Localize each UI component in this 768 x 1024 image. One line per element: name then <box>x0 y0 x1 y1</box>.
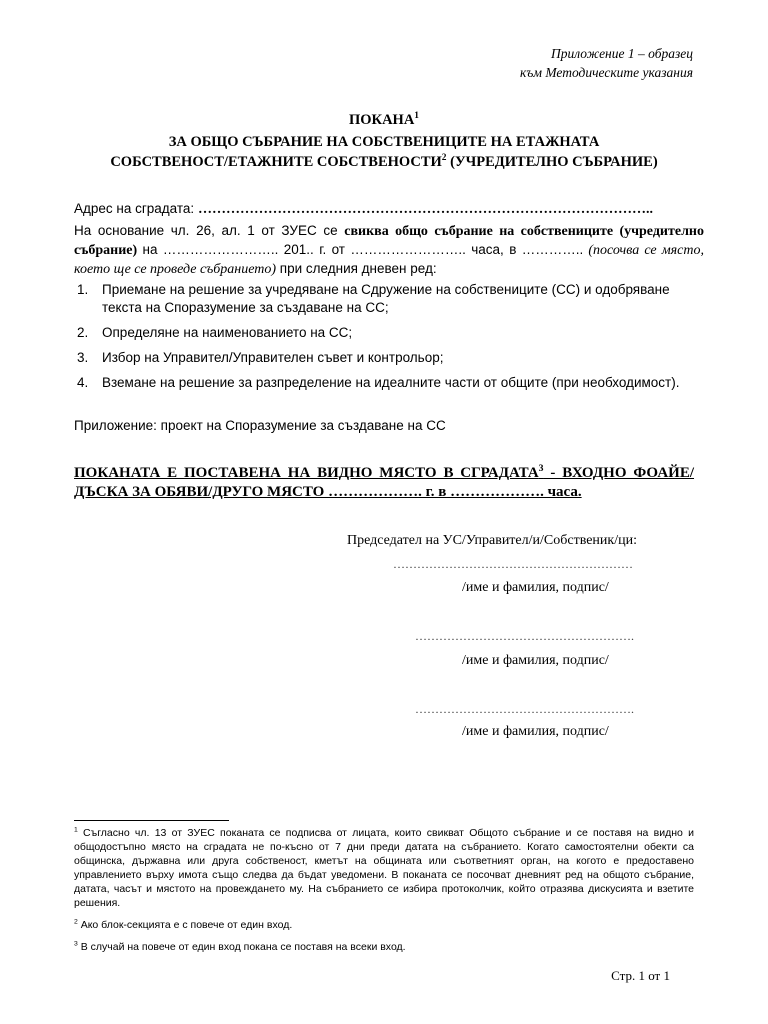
appendix-caption <box>520 44 693 82</box>
footnote-3: $^3$ В случай на повече от един вход покана се поставя на всеки вход. <box>74 940 406 953</box>
signatory-title: Председател на УС/Управител/и/Собственик/ци: <box>347 533 637 548</box>
signature-caption-3: /име и фамилия, подпис/ <box>462 724 609 739</box>
invitation-paragraph: На основание чл. 26, ал. 1 от ЗУЕС се свиква общо събрание на собствениците (учредително събрание) на …………………….. 201.. г. от …………………….. часа, в ………….. (посочва се място, което ще се проведе събранието) при следния дневен ред: <box>74 223 704 277</box>
subtitle-line-1: ЗА ОБЩО СЪБРАНИЕ НА СОБСТВЕНИЦИТЕ НА ЕТАЖНАТА <box>168 134 600 150</box>
signature-line-2: ………………………………………………. <box>415 629 634 643</box>
notice-footnote-ref: 3 <box>538 463 544 474</box>
agenda-item: 4. Вземане на решение за разпределение на идеалните части от общите (при необходимост). <box>77 375 680 390</box>
footnote-separator <box>74 820 229 821</box>
attachment-note: Приложение: проект на Споразумение за създаване на СС <box>74 418 446 433</box>
title-main: ПОКАНА <box>349 112 415 128</box>
appendix-line-1: Приложение 1 – образец <box>550 46 693 61</box>
title-footnote-ref: 1 <box>414 111 419 122</box>
posting-notice: ПОКАНАТА Е ПОСТАВЕНА НА ВИДНО МЯСТО В СГРАДАТА$^3$ - ВХОДНО ФОАЙЕ/ДЪСКА ЗА ОБЯВИ/ДРУГО МЯСТО ………………. г. в ………………. часа. <box>74 463 695 500</box>
page-number: Стр. 1 от 1 <box>611 968 670 983</box>
signature-line-1: …………………………………………………… <box>393 557 633 571</box>
document-subtitle <box>60 132 708 172</box>
document-title <box>60 110 708 130</box>
agenda-list <box>74 281 704 399</box>
subtitle-footnote-ref: 2 <box>441 153 447 164</box>
agenda-item: 3. Избор на Управител/Управителен съвет и контрольор; <box>77 350 444 365</box>
agenda-item: 2. Определяне на наименованието на СС; <box>77 325 353 340</box>
footnote-1: $^1$ Съгласно чл. 13 от ЗУЕС поканата се подписва от лицата, които свикват Общото събрание и се поставя на видно и общодостъпно място на сградата не по-късно от 7 дни преди датата на събранието. Когато самостоятелни обекти са общинска, държавна или друга собственост, кметът на общината или съответният орган, на когото е предоставено управлението върху имота също следва да бъдат уведомени. В поканата се посочват дневният ред на общото събрание, датата, часът и мястото на провеждането му. На събранието се избира протоколчик, който отразява дискусията и взетите решения. <box>74 826 694 909</box>
subtitle-line-2: СОБСТВЕНОСТ/ЕТАЖНИТЕ СОБСТВЕНОСТИ$^2$ (УЧРЕДИТЕЛНО СЪБРАНИЕ) <box>110 153 658 170</box>
address-label: Адрес на сградата: <box>74 201 198 216</box>
appendix-line-2: към Методическите указания <box>520 65 693 80</box>
building-address <box>74 200 704 219</box>
signature-line-3: ………………………………………………. <box>415 702 634 716</box>
convened-meeting: свиква общо събрание на собствениците (учредително събрание) <box>74 224 704 258</box>
signature-caption-1: /име и фамилия, подпис/ <box>462 580 609 595</box>
footnote-2: $^2$ Ако блок-секцията е с повече от един вход. <box>74 918 293 931</box>
address-dots: …………………………………………………………………………………….. <box>197 202 653 217</box>
signature-caption-2: /име и фамилия, подпис/ <box>462 653 609 668</box>
agenda-item: 1. Приемане на решение за учредяване на Сдружение на собствениците (СС) и одобряване текста на Споразумение за създаване на СС; <box>77 282 670 315</box>
place-note: (посочва се място, което ще се проведе събранието) <box>74 243 704 277</box>
